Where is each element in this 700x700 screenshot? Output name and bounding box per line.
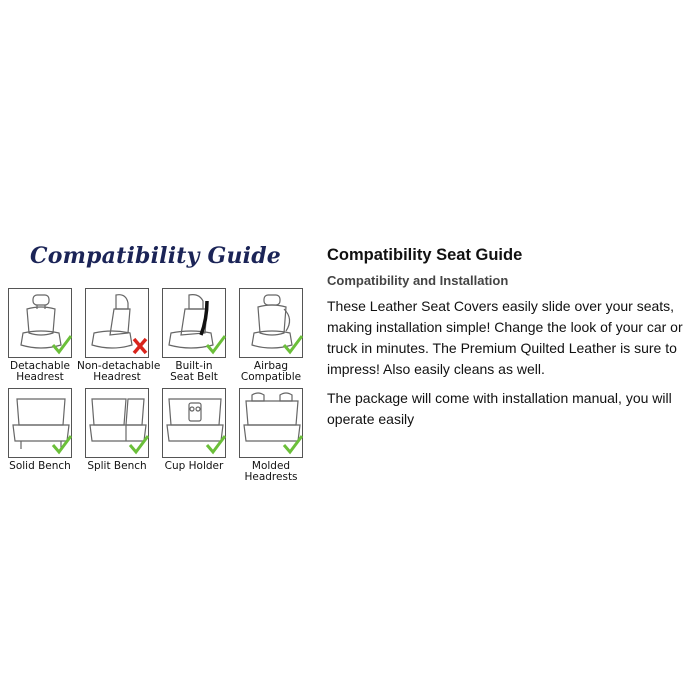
check-mark-icon (284, 336, 302, 352)
airbag-seat-icon (240, 289, 304, 359)
guide-item-label-line1: Molded (251, 460, 291, 472)
guide-item-label-line2: Compatible (240, 371, 302, 383)
guide-item-label-line1: Airbag (253, 360, 289, 372)
fixed-headrest-seat-icon (86, 289, 150, 359)
split-bench-icon (86, 389, 150, 459)
guide-item-label-line2: Seat Belt (170, 371, 218, 383)
info-panel (327, 246, 699, 438)
guide-item-non-detachable-headrest (77, 288, 161, 383)
check-mark-icon (53, 336, 71, 352)
guide-item-label-line2: Headrest (93, 371, 141, 383)
guide-item-label-line2: Headrests (244, 471, 298, 483)
compatibility-grid (8, 288, 318, 488)
guide-item-label-line1: Non-detachable (77, 360, 161, 372)
guide-item-label-line1: Solid Bench (9, 460, 71, 472)
check-mark-icon (207, 336, 225, 352)
guide-item-label-line1: Detachable (9, 360, 70, 372)
check-mark-icon (207, 436, 225, 452)
guide-item-label-line2: Headrest (16, 371, 64, 383)
info-paragraph-2: The package will come with installation manual, you will operate easily (327, 390, 672, 427)
guide-item-airbag-compatible (239, 288, 307, 383)
check-mark-icon (53, 436, 71, 452)
guide-item-built-in-seat-belt (162, 288, 230, 383)
guide-item-molded-headrests (239, 388, 307, 483)
molded-headrests-bench-icon (240, 389, 304, 459)
info-paragraph-1: These Leather Seat Covers easily slide over your seats, making installation simple! Change the look of your car or truck in minutes. The Premium Quilted Leather is sure to impress! Also easily cleans as well. (327, 298, 683, 377)
info-heading: Compatibility Seat Guide (327, 246, 523, 264)
seat-belt-seat-icon (163, 289, 227, 359)
check-mark-icon (130, 436, 148, 452)
info-subheading: Compatibility and Installation (327, 273, 509, 288)
guide-item-solid-bench (8, 388, 76, 472)
solid-bench-icon (9, 389, 73, 459)
guide-item-label-line1: Cup Holder (164, 460, 224, 472)
guide-item-detachable-headrest (8, 288, 76, 383)
guide-item-label-line1: Split Bench (87, 460, 147, 472)
guide-item-split-bench (85, 388, 153, 472)
cup-holder-bench-icon (163, 389, 227, 459)
detachable-headrest-seat-icon (9, 289, 73, 359)
compatibility-guide-title: Compatibility Guide (30, 243, 281, 269)
check-mark-icon (284, 436, 302, 452)
cross-mark-icon (134, 339, 146, 353)
guide-item-label-line1: Built-in (175, 360, 213, 372)
guide-item-cup-holder (162, 388, 230, 472)
